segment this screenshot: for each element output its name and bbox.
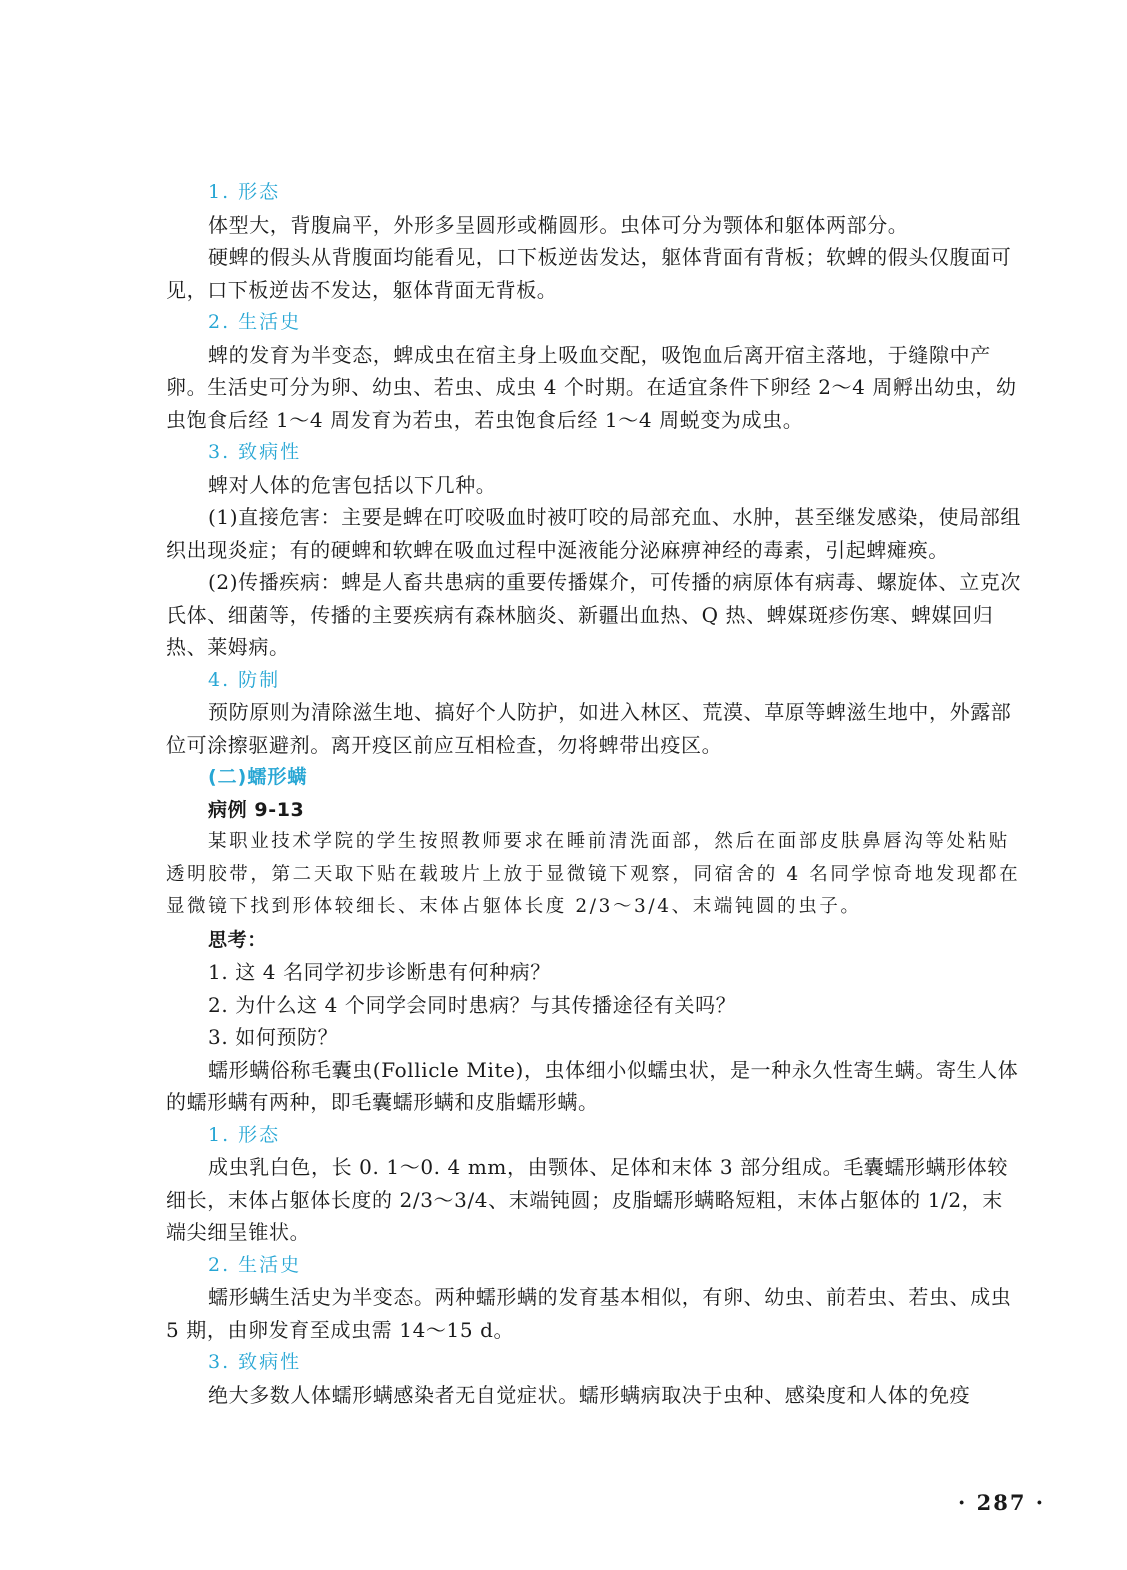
paragraph: (1)直接危害：主要是蜱在叮咬吸血时被叮咬的局部充血、水肿，甚至继发感染，使局部组织出现炎症；有的硬蜱和软蜱在吸血过程中涎液能分泌麻痹神经的毒素，引起蜱瘫痪。 bbox=[166, 505, 1021, 562]
heading-pathogenicity: 3. 致病性 bbox=[208, 441, 302, 463]
heading-morphology: 1. 形态 bbox=[208, 181, 281, 203]
paragraph: 蠕形螨俗称毛囊虫(Follicle Mite)，虫体细小似蠕虫状，是一种永久性寄生螨。寄生人体的蠕形螨有两种，即毛囊蠕形螨和皮脂蠕形螨。 bbox=[166, 1057, 1019, 1114]
heading-morphology: 1. 形态 bbox=[208, 1123, 281, 1146]
think-title: 思考： bbox=[208, 928, 267, 951]
question-item: 1. 这 4 名同学初步诊断患有何种病？ bbox=[208, 960, 551, 984]
paragraph: 绝大多数人体蠕形螨感染者无自觉症状。蠕形螨病取决于虫种、感染度和人体的免疫 bbox=[208, 1382, 971, 1407]
case-title: 病例 9-13 bbox=[208, 798, 305, 821]
heading-life-history: 2. 生活史 bbox=[208, 1253, 302, 1276]
paragraph: (2)传播疾病：蜱是人畜共患病的重要传播媒介，可传播的病原体有病毒、螺旋体、立克次氏体、细菌等，传播的主要疾病有森林脑炎、新疆出血热、Q 热、蜱媒斑疹伤寒、蜱媒回归热、莱姆病。 bbox=[166, 570, 1021, 659]
paragraph: 体型大，背腹扁平，外形多呈圆形或椭圆形。虫体可分为颚体和躯体两部分。 bbox=[208, 212, 909, 237]
paragraph: 蠕形螨生活史为半变态。两种蠕形螨的发育基本相似，有卵、幼虫、前若虫、若虫、成虫 5 期，由卵发育至成虫需 14～15 d。 bbox=[166, 1285, 1012, 1342]
paragraph: 蜱对人体的危害包括以下几种。 bbox=[208, 472, 497, 497]
paragraph: 预防原则为清除滋生地、搞好个人防护，如进入林区、荒漠、草原等蜱滋生地中，外露部位可涂擦驱避剂。离开疫区前应互相检查，勿将蜱带出疫区。 bbox=[166, 700, 1012, 757]
paragraph: 硬蜱的假头从背腹面均能看见，口下板逆齿发达，躯体背面有背板；软蜱的假头仅腹面可见，口下板逆齿不发达，躯体背面无背板。 bbox=[166, 245, 1012, 302]
question-item: 3. 如何预防？ bbox=[208, 1025, 339, 1049]
page-content bbox=[166, 176, 1021, 1411]
heading-life-history: 2. 生活史 bbox=[208, 311, 302, 333]
question-item: 2. 为什么这 4 个同学会同时患病？与其传播途径有关吗？ bbox=[208, 992, 737, 1017]
section-title-demodex: (二)蠕形螨 bbox=[208, 766, 308, 788]
heading-pathogenicity: 3. 致病性 bbox=[208, 1351, 302, 1373]
heading-control: 4. 防制 bbox=[208, 668, 281, 691]
case-body: 某职业技术学院的学生按照教师要求在睡前清洗面部，然后在面部皮肤鼻唇沟等处粘贴透明胶带，第二天取下贴在载玻片上放于显微镜下观察，同宿舍的 4 名同学惊奇地发现都在显微镜下找到形体较细长、末体占躯体长度 2/3～3/4、末端钝圆的虫子。 bbox=[166, 831, 1021, 917]
paragraph: 蜱的发育为半变态，蜱成虫在宿主身上吸血交配，吸饱血后离开宿主落地，于缝隙中产卵。生活史可分为卵、幼虫、若虫、成虫 4 个时期。在适宜条件下卵经 2～4 周孵出幼虫，幼虫饱食后经 1～4 周发育为若虫，若虫饱食后经 1～4 周蜕变为成虫。 bbox=[166, 342, 1017, 432]
page-number: · 287 · bbox=[958, 1490, 1046, 1515]
paragraph: 成虫乳白色，长 0. 1～0. 4 mm，由颚体、足体和末体 3 部分组成。毛囊蠕形螨形体较细长，末体占躯体长度的 2/3～3/4、末端钝圆；皮脂蠕形螨略短粗，末体占躯体的 1/2，末端尖细呈锥状。 bbox=[166, 1155, 1009, 1244]
